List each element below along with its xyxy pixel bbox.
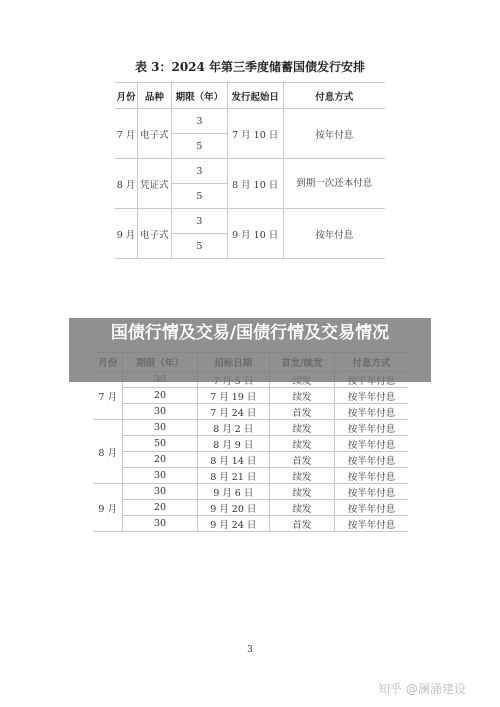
term-cell: 5 <box>171 184 227 209</box>
auction-date-cell: 8 月 21 日 <box>197 468 269 484</box>
term-cell: 3 <box>171 209 227 234</box>
issue-type-cell: 续发 <box>269 468 334 484</box>
auction-date-cell: 8 月 9 日 <box>197 436 269 452</box>
auction-date-cell: 9 月 24 日 <box>197 516 269 532</box>
payment-cell: 按半年付息 <box>334 516 408 532</box>
payment-cell: 按半年付息 <box>334 452 408 468</box>
header-cell: 品种 <box>137 83 171 109</box>
auction-date-cell: 8 月 14 日 <box>197 452 269 468</box>
payment-cell: 按年付息 <box>283 109 385 159</box>
payment-cell: 按半年付息 <box>334 420 408 436</box>
start-date-cell: 7 月 10 日 <box>227 109 283 159</box>
table-header-row <box>115 83 385 109</box>
payment-cell: 按半年付息 <box>334 388 408 404</box>
table-row <box>115 109 385 134</box>
issue-type-cell: 续发 <box>269 420 334 436</box>
term-cell: 3 <box>171 159 227 184</box>
issue-type-cell: 续发 <box>269 388 334 404</box>
payment-cell: 按半年付息 <box>334 436 408 452</box>
start-date-cell: 8 月 10 日 <box>227 159 283 209</box>
term-cell: 5 <box>171 134 227 159</box>
start-date-cell: 9 月 10 日 <box>227 209 283 259</box>
type-cell: 电子式 <box>137 209 171 259</box>
month-cell: 8 月 <box>115 159 137 209</box>
auction-date-cell: 9 月 6 日 <box>197 484 269 500</box>
payment-cell: 按半年付息 <box>334 404 408 420</box>
issue-type-cell: 续发 <box>269 436 334 452</box>
header-cell: 期限（年） <box>171 83 227 109</box>
auction-date-cell: 8 月 2 日 <box>197 420 269 436</box>
term-cell: 30 <box>123 516 197 532</box>
header-cell: 月份 <box>115 83 137 109</box>
term-cell: 30 <box>123 404 197 420</box>
issue-type-cell: 首发 <box>269 516 334 532</box>
table-row <box>93 484 408 500</box>
auction-date-cell: 9 月 20 日 <box>197 500 269 516</box>
banner-title: 国债行情及交易/国债行情及交易情况 <box>110 323 390 343</box>
month-cell: 7 月 <box>93 372 123 420</box>
term-cell: 30 <box>123 468 197 484</box>
header-cell: 发行起始日 <box>227 83 283 109</box>
type-cell: 电子式 <box>137 109 171 159</box>
issue-type-cell: 首发 <box>269 404 334 420</box>
term-cell: 30 <box>123 420 197 436</box>
issue-type-cell: 续发 <box>269 500 334 516</box>
issue-type-cell: 续发 <box>269 484 334 500</box>
savings-bond-table <box>115 82 385 259</box>
table-row <box>93 516 408 532</box>
month-cell: 7 月 <box>115 109 137 159</box>
term-cell: 3 <box>171 109 227 134</box>
payment-cell: 按半年付息 <box>334 500 408 516</box>
term-cell: 30 <box>123 484 197 500</box>
table-row <box>115 209 385 234</box>
table-row <box>93 468 408 484</box>
month-cell: 9 月 <box>93 484 123 532</box>
month-cell: 8 月 <box>93 420 123 484</box>
payment-cell: 按半年付息 <box>334 468 408 484</box>
watermark: 知乎 @澜涌建设 <box>378 682 466 696</box>
term-cell: 20 <box>123 500 197 516</box>
issue-type-cell: 首发 <box>269 452 334 468</box>
header-cell: 付息方式 <box>283 83 385 109</box>
payment-cell: 按年付息 <box>283 209 385 259</box>
month-cell: 9 月 <box>115 209 137 259</box>
table-row <box>115 159 385 184</box>
auction-date-cell: 7 月 24 日 <box>197 404 269 420</box>
table-row <box>93 500 408 516</box>
table-row <box>93 452 408 468</box>
term-cell: 50 <box>123 436 197 452</box>
table-row <box>93 436 408 452</box>
table-row <box>93 404 408 420</box>
table-row <box>93 420 408 436</box>
table-title: 表 3：2024 年第三季度储蓄国债发行安排 <box>134 60 366 74</box>
page-number: 3 <box>247 645 253 655</box>
table-row <box>93 388 408 404</box>
term-cell: 5 <box>171 234 227 259</box>
type-cell: 凭证式 <box>137 159 171 209</box>
payment-cell: 按半年付息 <box>334 484 408 500</box>
term-cell: 20 <box>123 388 197 404</box>
auction-date-cell: 7 月 19 日 <box>197 388 269 404</box>
payment-cell: 到期一次还本付息 <box>283 159 385 209</box>
term-cell: 20 <box>123 452 197 468</box>
